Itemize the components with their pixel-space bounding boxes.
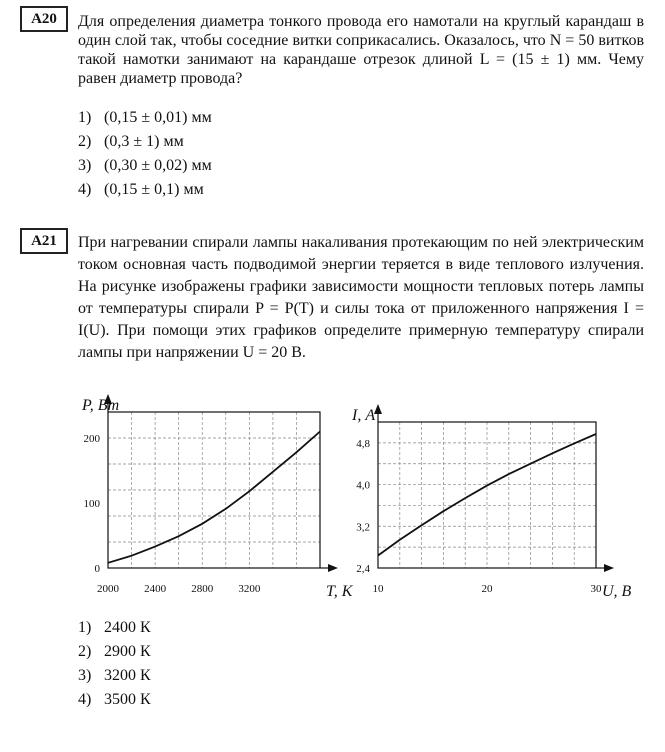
x-tick-label: 2800 — [191, 583, 214, 595]
x-tick-label: 10 — [372, 583, 384, 595]
question-text-a20 — [78, 12, 644, 88]
answer-option[interactable]: 3) (0,30 ± 0,02) мм — [78, 157, 212, 174]
y-tick-label: 2,4 — [356, 563, 370, 575]
question-number-a20: А20 — [20, 6, 68, 32]
series-line — [108, 432, 320, 563]
answers-a21 — [78, 616, 151, 712]
x-tick-label: 3200 — [238, 583, 261, 595]
answer-option[interactable]: 4) 3500 К — [78, 691, 151, 708]
x-axis-label: U, В — [602, 583, 632, 600]
y-tick-label: 3,2 — [356, 521, 370, 534]
x-axis-label: T, К — [326, 583, 353, 600]
y-axis-label: I, А — [352, 407, 376, 424]
y-axis-arrowhead — [374, 404, 382, 414]
question-number-a21: А21 — [20, 228, 68, 254]
y-tick-label: 4,8 — [356, 437, 370, 450]
answer-option[interactable]: 1) 2400 К — [78, 619, 151, 636]
y-tick-label: 4,0 — [356, 479, 370, 492]
x-tick-label: 2400 — [144, 583, 167, 595]
answer-option[interactable]: 2) (0,3 ± 1) мм — [78, 133, 184, 150]
question-a20-body: Для определения диаметра тонкого провода его намотали на круглый карандаш в один слой так, чтобы соседние витки соприкасались. Оказалось, что N = 50 витков такой намотки занимают на карандаше отрезок длиной L = (15 ± 1) мм. Чему равен диаметр провода? — [78, 13, 644, 87]
question-text-a21 — [78, 232, 644, 364]
chart-power-vs-temperature — [81, 394, 354, 600]
y-tick-label: 100 — [83, 498, 100, 510]
y-axis-label: P, Вт — [82, 397, 120, 414]
x-axis-arrowhead — [604, 564, 614, 572]
answer-option[interactable]: 4) (0,15 ± 0,1) мм — [78, 181, 204, 198]
answer-option[interactable]: 1) (0,15 ± 0,01) мм — [78, 109, 212, 126]
x-tick-label: 2000 — [97, 583, 119, 595]
chart-current-vs-voltage — [351, 404, 632, 600]
y-tick-label: 200 — [83, 433, 100, 445]
answers-a20 — [78, 106, 212, 202]
charts-figure — [0, 390, 665, 620]
x-axis-arrowhead — [328, 564, 338, 572]
x-tick-label: 20 — [481, 583, 493, 595]
answer-option[interactable]: 2) 2900 К — [78, 643, 151, 660]
x-tick-label: 30 — [590, 583, 602, 595]
answer-option[interactable]: 3) 3200 К — [78, 667, 151, 684]
y-tick-label: 0 — [94, 563, 100, 575]
question-a21-body: При нагревании спирали лампы накаливания протекающим по ней электрическим током основная часть подводимой энергии теряется в виде теплового излучения. На рисунке изображены графики зависимости мощности тепловых потерь лампы от температуры спирали P = P(T) и силы тока от приложенного напряжения I = I(U). При помощи этих графиков определите примерную температуру спирали лампы при напряжении U = 20 В. — [78, 234, 644, 361]
